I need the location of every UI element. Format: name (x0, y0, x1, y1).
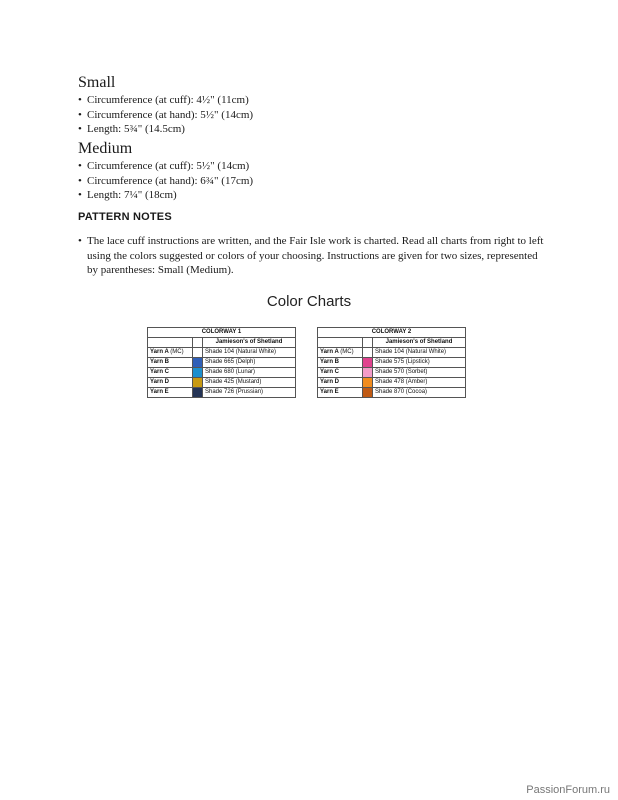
table-row (148, 358, 296, 368)
shade-name: Shade 570 (Sorbet) (373, 368, 466, 378)
yarn-label: Yarn B (318, 358, 363, 368)
yarn-label: Yarn E (318, 388, 363, 398)
size-small-heading: Small (78, 74, 116, 91)
colorway-title: COLORWAY 1 (148, 328, 296, 338)
list-item: • Length: 7¼" (18cm) (78, 188, 253, 203)
empty-cell (193, 338, 203, 348)
color-swatch (363, 388, 373, 398)
color-swatch (193, 348, 203, 358)
yarn-label: Yarn E (148, 388, 193, 398)
yarn-label: Yarn C (318, 368, 363, 378)
shade-name: Shade 680 (Lunar) (203, 368, 296, 378)
color-swatch (193, 378, 203, 388)
table-row (318, 358, 466, 368)
shade-name: Shade 665 (Delph) (203, 358, 296, 368)
color-swatch (193, 388, 203, 398)
color-swatch (193, 368, 203, 378)
shade-name: Shade 478 (Amber) (373, 378, 466, 388)
yarn-label: Yarn B (148, 358, 193, 368)
watermark: PassionForum.ru (526, 784, 610, 796)
empty-cell (148, 338, 193, 348)
colorway-title: COLORWAY 2 (318, 328, 466, 338)
shade-name: Shade 575 (Lipstick) (373, 358, 466, 368)
color-swatch (363, 378, 373, 388)
list-item: • Length: 5¾" (14.5cm) (78, 122, 253, 137)
table-row (148, 348, 296, 358)
list-item: • Circumference (at hand): 6¾" (17cm) (78, 174, 253, 189)
brand-header: Jamieson's of Shetland (203, 338, 296, 348)
colorway-2-table (317, 327, 466, 398)
empty-cell (318, 338, 363, 348)
color-swatch (363, 348, 373, 358)
colorway-1-table (147, 327, 296, 398)
list-item: • The lace cuff instructions are written, and the Fair Isle work is charted. Read all charts from right to left using the colors suggested or colors of your choosing. Instructions are given for two sizes, represented by parentheses: Small (Medium). (78, 234, 548, 278)
table-row (148, 388, 296, 398)
yarn-label: Yarn D (318, 378, 363, 388)
table-row (318, 348, 466, 358)
color-swatch (363, 358, 373, 368)
empty-cell (363, 338, 373, 348)
pattern-notes-heading: PATTERN NOTES (78, 211, 172, 223)
color-swatch (193, 358, 203, 368)
size-small-measurements (78, 93, 253, 137)
shade-name: Shade 870 (Cocoa) (373, 388, 466, 398)
size-medium-heading: Medium (78, 140, 133, 157)
shade-name: Shade 104 (Natural White) (373, 348, 466, 358)
table-row (318, 378, 466, 388)
list-item: • Circumference (at cuff): 4½" (11cm) (78, 93, 253, 108)
shade-name: Shade 726 (Prussian) (203, 388, 296, 398)
yarn-label: Yarn D (148, 378, 193, 388)
list-item: • Circumference (at hand): 5½" (14cm) (78, 108, 253, 123)
table-row (148, 368, 296, 378)
table-row (148, 378, 296, 388)
brand-header: Jamieson's of Shetland (373, 338, 466, 348)
shade-name: Shade 425 (Mustard) (203, 378, 296, 388)
table-row (318, 388, 466, 398)
size-medium-measurements (78, 159, 253, 203)
yarn-label: Yarn A (MC) (148, 348, 193, 358)
pattern-notes-list (78, 234, 548, 278)
color-swatch (363, 368, 373, 378)
yarn-label: Yarn C (148, 368, 193, 378)
table-row (318, 368, 466, 378)
color-charts-title: Color Charts (266, 293, 352, 310)
shade-name: Shade 104 (Natural White) (203, 348, 296, 358)
yarn-label: Yarn A (MC) (318, 348, 363, 358)
list-item: • Circumference (at cuff): 5½" (14cm) (78, 159, 253, 174)
